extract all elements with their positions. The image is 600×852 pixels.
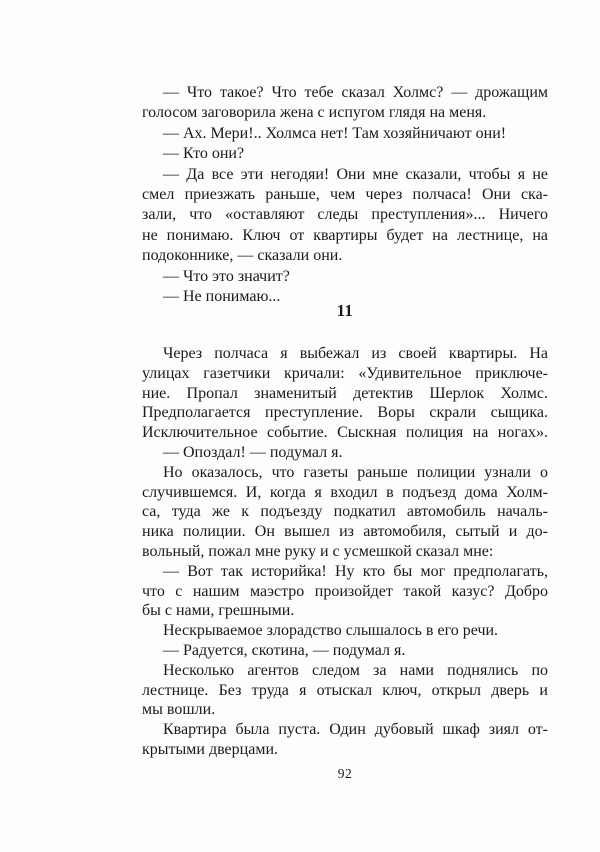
text-line: ника полиции. Он вышел из автомобиля, сытый и до-	[142, 523, 548, 541]
text-line: — Что такое? Что тебе сказал Холмс? — дрожащим	[163, 84, 548, 101]
text-line: — Кто они?	[163, 145, 245, 163]
text-line: са, туда же к подъезду подкатил автомобиль началь-	[142, 503, 548, 521]
chapter-number-heading: 11	[336, 301, 354, 320]
text-line: голосом заговорила жена с испугом глядя на меня.	[142, 104, 487, 122]
text-line: Через полчаса я выбежал из своей квартиры. На	[163, 345, 548, 362]
text-line: — Ах. Мери!.. Холмса нет! Там хозяйничают они!	[163, 124, 507, 142]
text-line: Предполагается преступление. Воры скрали сыщика.	[142, 404, 548, 422]
text-line: — Опоздал! — подумал я.	[163, 443, 343, 461]
text-line: — Не понимаю...	[163, 288, 281, 306]
text-line: — Что это значит?	[163, 267, 290, 285]
text-line: случившемся. И, когда я входил в подъезд дома Холм-	[142, 483, 548, 501]
text-line: что с нашим маэстро произойдет такой казус? Добро	[142, 582, 548, 600]
text-line: смел приезжать раньше, чем через полчаса! Они ска-	[142, 186, 548, 204]
text-line: улицах газетчики кричали: «Удивительное приключе-	[142, 364, 548, 382]
text-line: Исключительное событие. Сыскная полиция на ногах».	[142, 424, 548, 442]
text-line: вольный, пожал мне руку и с усмешкой сказал мне:	[142, 542, 494, 560]
text-line: подоконнике, — сказали они.	[142, 247, 343, 265]
text-line: крытыми дверцами.	[142, 740, 279, 758]
paragraph-block-top	[142, 83, 548, 307]
text-line: зали, что «оставляют следы преступления»... Ничего	[142, 206, 548, 224]
text-line: ние. Пропал знаменитый детектив Шерлок Холмс.	[142, 384, 548, 402]
text-line: Несколько агентов следом за нами поднялись по	[163, 661, 548, 679]
text-line: не понимаю. Ключ от квартиры будет на лестнице, на	[142, 226, 548, 244]
paragraph-block-main	[142, 344, 548, 760]
text-line: мы вошли.	[142, 701, 216, 719]
page-number: 92	[337, 766, 353, 781]
text-line: — Вот так историйка! Ну кто бы мог предполагать,	[163, 562, 548, 580]
text-line: Квартира была пуста. Один дубовый шкаф зиял от-	[163, 721, 548, 739]
text-line: бы с нами, грешными.	[142, 602, 295, 620]
text-line: — Да все эти негодяи! Они мне сказали, чтобы я не	[163, 165, 548, 183]
text-line: Но оказалось, что газеты раньше полиции узнали о	[163, 463, 548, 481]
text-line: — Радуется, скотина, — подумал я.	[163, 641, 406, 659]
text-line: Нескрываемое злорадство слышалось в его речи.	[163, 622, 499, 640]
text-line: лестнице. Без труда я отыскал ключ, открыл дверь и	[142, 681, 548, 699]
